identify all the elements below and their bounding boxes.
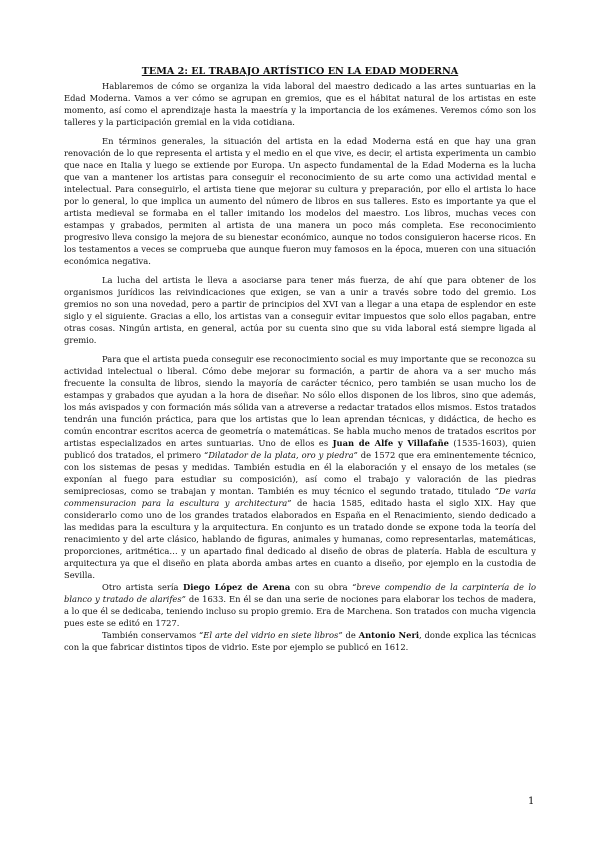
paragraph-text: de <box>342 630 359 640</box>
paragraph-text: Para que el artista pueda conseguir ese reconocimiento social es muy importante que se reconozca su actividad intelectual o liberal. Cómo debe mejorar su formación, a partir de ahora va a ser mucho más frecuente la consulta de libros, siendo la mayoría de carácter técnico, pero también se usan mucho los de estampas y grabados que ayudan a la hora de diseñar. No sólo ellos disponen de los libros, sino que además, los más avispados y con formación más sólida van a atreverse a redactar tratados ellos mismos. Estos tratados tendrán una función práctica, para que los artistas que lo lean aprendan técnicas, y didáctica, de hecho es común encontrar escritos acerca de geometría o matemáticas. Se habla mucho menos de tratados escritos por artistas especializados en artes suntuarias. Uno de ellos es <box>64 354 536 448</box>
paragraph-treatises <box>64 353 536 581</box>
author-name-diego-lopez: Diego López de Arena <box>182 582 291 592</box>
document-body <box>64 66 536 653</box>
work-title-arte-del-vidrio: “El arte del vidrio en siete libros” <box>199 630 343 640</box>
paragraph-text: de hacia 1585, editado hasta el siglo XIX. Hay que considerarlo como uno de los grandes tratados elaborados en España en el Renacimiento, siendo dedicado a las medidas para la escultura y la arquitectura. En conjunto es un tratado donde se expone toda la teoría del renacimiento y del arte clásico, hablando de figuras, animales y humanas, como representarlas, matemáticas, proporciones, aritmética… y un apartado final dedicado al diseño de obras de platería. Habla de escultura y arquitectura ya que el diseño en plata aborda ambas artes en cuanto a diseño, por ejemplo en la custodia de Sevilla. <box>64 498 536 580</box>
paragraph-text: de 1572 que era eminentemente técnico, con los sistemas de pesas y medidas. También estudia en él la elaboración y el ensayo de los metales (se exponían al fuego para estudiar su composición), así como el trabajo y valoración de las piedras semipreciosas, como se trabajan y montan. También es muy técnico el segundo tratado, titulado <box>64 450 537 496</box>
work-title-breve-compendio: “breve compendio de la carpintería de lo blanco y tratado de alarifes” <box>64 582 537 604</box>
paragraph-text: con su obra <box>290 582 353 592</box>
work-title-dilatador: “Dilatador de la plata, oro y piedra” <box>203 450 358 460</box>
paragraph-guilds: La lucha del artista le lleva a asociarse para tener más fuerza, de ahí que para obtener de los organismos jurídicos las reivindicaciones que exigen, se van a unir a través sobre todo del gremio. Los gremios no son una novedad, pero a partir de principios del XVI van a llegar a una etapa de esplendor en este siglo y el siguiente. Gracias a ello, los artistas van a conseguir evitar impuestos que solo ellos pagaban, entre otras cosas. Ningún artista, en general, actúa por su cuenta sino que su vida laboral está siempre ligada al gremio. <box>64 275 536 345</box>
paragraph-text: Otro artista sería <box>102 582 183 592</box>
paragraph-text: (1535-1603), quien publicó dos tratados, el primero <box>64 438 536 460</box>
paragraph-text: de 1633. En él se dan una serie de nociones para elaborar los techos de madera, a lo que él se dedicaba, teniendo incluso su propio gremio. Era de Marchena. Son tratados con mucha vigencia pues este se editó en 1727. <box>64 594 536 628</box>
document-title: TEMA 2: EL TRABAJO ARTÍSTICO EN LA EDAD MODERNA <box>141 66 459 77</box>
paragraph-intro: Hablaremos de cómo se organiza la vida laboral del maestro dedicado a las artes suntuarias en la Edad Moderna. Vamos a ver cómo se agrupan en gremios, que es el hábitat natural de los artistas en este momento, así como el aprendizaje hasta la maestría y la importancia de los exámenes. Veremos cómo son los talleres y la participación gremial en la vida cotidiana. <box>64 81 536 127</box>
work-title-varia-commensuracion: “De varia commensuracion para la escultura y architectura” <box>64 486 536 508</box>
author-name-juan-de-alfe: Juan de Alfe y Villafañe <box>332 438 449 448</box>
page-number: 1 <box>528 796 535 807</box>
paragraph-lopez-de-arenas <box>64 581 536 629</box>
paragraph-text: , donde explica las técnicas con la que fabricar distintos tipos de vidrio. Este por ejemplo se publicó en 1612. <box>64 630 536 652</box>
paragraph-general-situation: En términos generales, la situación del artista en la edad Moderna está en que hay una gran renovación de lo que representa el artista y el medio en el que vive, es decir, el artista experimenta un cambio que nace en Italia y luego se extiende por Europa. Un aspecto fundamental de la Edad Moderna es la lucha que van a mantener los artistas para conseguir el reconocimiento de su arte como una actividad mental e intelectual. Para conseguirlo, el artista tiene que mejorar su cultura y preparación, por ello el artista lo hace por lo general, lo que implica un aumento del número de libros en sus talleres. Esto es importante ya que el artista medieval se formaba en el taller imitando los modelos del maestro. Los libros, muchas veces con estampas y grabados, permiten al artista de una manera un poco más completa. Ese reconocimiento progresivo lleva consigo la mejora de su bienestar económico, aunque no todos consiguieron hacerse ricos. En los testamentos a veces se comprueba que aunque fueron muy famosos en la época, mueren con una situación económica negativa. <box>64 136 536 266</box>
author-name-antonio-neri: Antonio Neri <box>358 630 420 640</box>
paragraph-neri <box>64 629 536 653</box>
paragraph-text: También conservamos <box>102 630 200 640</box>
